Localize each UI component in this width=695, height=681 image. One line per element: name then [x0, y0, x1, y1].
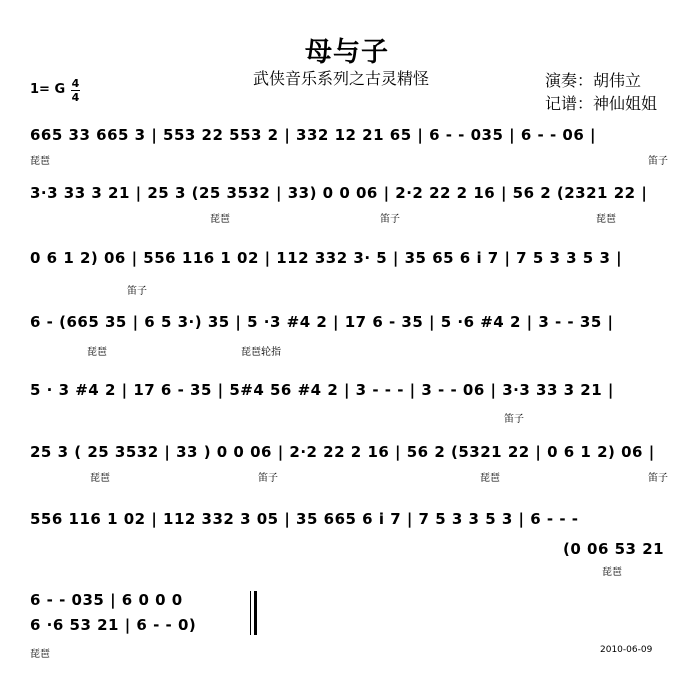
time-signature	[71, 78, 80, 103]
score-row-secondary: 6 ·6 53 21 | 6 - - 0)	[30, 616, 197, 634]
time-signature-bottom: 4	[71, 91, 80, 104]
score-row: 3·3 33 3 21 | 25 3 (25 3532 | 33) 0 0 06 | 2·2 22 2 16 | 56 2 (2321 22 |	[30, 184, 648, 202]
score-row: 25 3 ( 25 3532 | 33 ) 0 0 06 | 2·2 22 2 16 | 56 2 (5321 22 | 0 6 1 2) 06 |	[30, 443, 655, 461]
instrument-label: 琵琶	[480, 473, 500, 484]
instrument-label: 琵琶轮指	[241, 347, 281, 358]
instrument-label: 笛子	[648, 156, 668, 167]
instrument-label: 琵琶	[87, 347, 107, 358]
key-signature: 1= G	[30, 82, 66, 97]
page-title: 母与子	[305, 37, 389, 68]
transcriber-credit: 记谱：神仙姐姐	[545, 94, 658, 113]
score-row: 665 33 665 3 | 553 22 553 2 | 332 12 21 65 | 6 - - 035 | 6 - - 06 |	[30, 126, 596, 144]
instrument-label: 琵琶	[30, 649, 50, 660]
instrument-label: 琵琶	[602, 567, 622, 578]
instrument-label: 笛子	[504, 414, 524, 425]
score-row: 0 6 1 2) 06 | 556 116 1 02 | 112 332 3· 5 | 35 65 6 i 7 | 7 5 3 3 5 3 |	[30, 249, 623, 267]
time-signature-top: 4	[71, 77, 80, 90]
instrument-label: 琵琶	[596, 214, 616, 225]
instrument-label: 笛子	[648, 473, 668, 484]
score-row: 5 · 3 #4 2 | 17 6 - 35 | 5#4 56 #4 2 | 3 - - - | 3 - - 06 | 3·3 33 3 21 |	[30, 381, 614, 399]
subtitle: 武侠音乐系列之古灵精怪	[253, 69, 430, 88]
final-barline	[250, 591, 251, 635]
instrument-label: 笛子	[258, 473, 278, 484]
score-row: 6 - - 035 | 6 0 0 0	[30, 591, 183, 609]
instrument-label: 琵琶	[30, 156, 50, 167]
date-stamp: 2010-06-09	[600, 645, 653, 655]
score-row: 6 - (665 35 | 6 5 3·) 35 | 5 ·3 #4 2 | 17 6 - 35 | 5 ·6 #4 2 | 3 - - 35 |	[30, 313, 614, 331]
instrument-label: 琵琶	[90, 473, 110, 484]
instrument-label: 琵琶	[210, 214, 230, 225]
performer-credit: 演奏：胡伟立	[545, 71, 642, 90]
score-row-secondary: (0 06 53 21	[563, 540, 665, 558]
instrument-label: 笛子	[127, 286, 147, 297]
instrument-label: 笛子	[380, 214, 400, 225]
score-row: 556 116 1 02 | 112 332 3 05 | 35 665 6 i 7 | 7 5 3 3 5 3 | 6 - - -	[30, 510, 579, 528]
final-barline-thick	[254, 591, 257, 635]
